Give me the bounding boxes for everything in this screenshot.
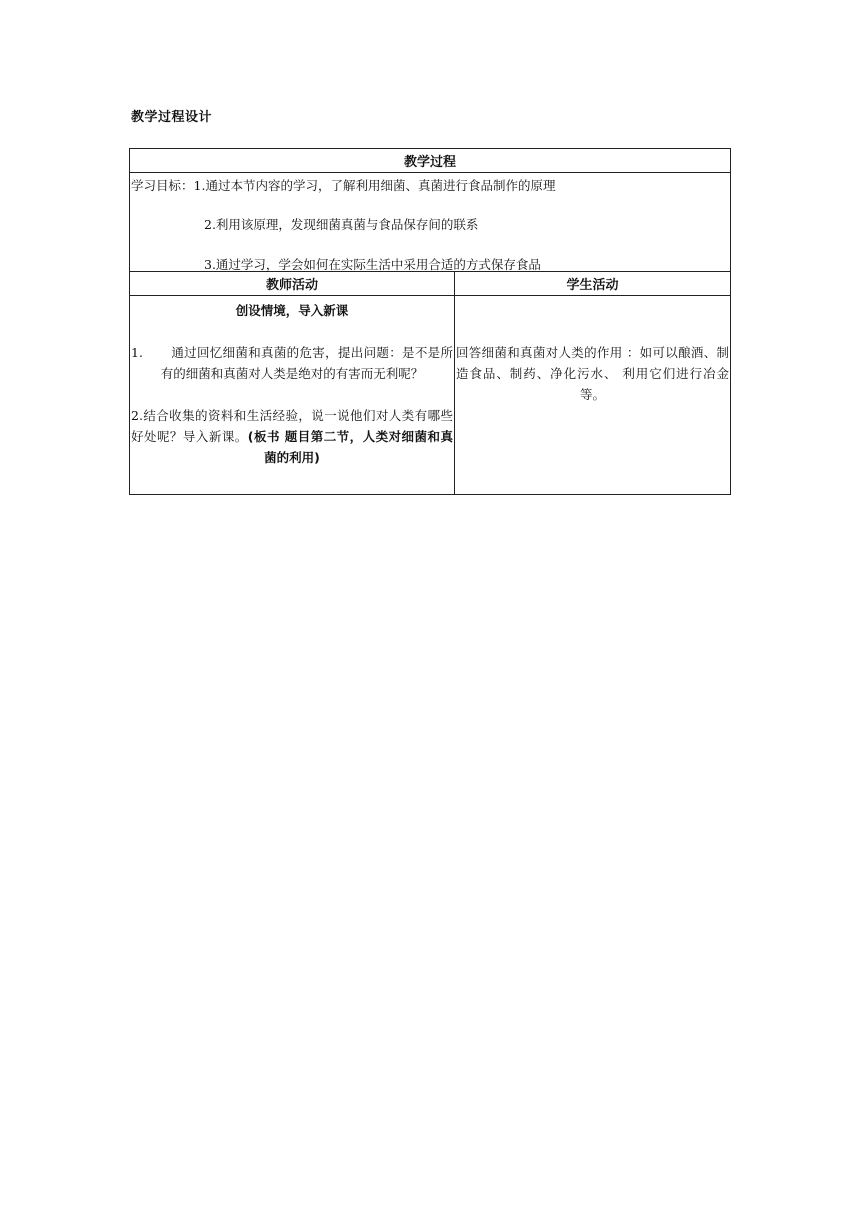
goal-3: 3.通过学习，学会如何在实际生活中采用合适的方式保存食品 [204,257,541,272]
activity-row [130,296,731,495]
learning-goals-cell [130,173,731,272]
column-header-row [130,272,731,296]
goals-row [130,173,731,272]
item-2-board-note: (板书 题目第二节，人类对细菌和真菌的利用) [247,429,453,465]
table-title-row [130,149,731,173]
teacher-subheading: 创设情境，导入新课 [235,303,349,318]
goal-2: 2.利用该原理，发现细菌真菌与食品保存间的联系 [204,217,479,232]
teacher-activity-header: 教师活动 [130,272,455,296]
document-heading: 教学过程设计 [131,110,213,125]
teacher-item-2 [130,405,454,468]
goal-1: 1.通过本节内容的学习，了解利用细菌、真菌进行食品制作的原理 [193,178,556,193]
teacher-activity-cell [130,296,455,495]
goals-label: 学习目标： [131,178,194,193]
item-1-number: 1. [131,345,143,360]
lesson-process-table [129,148,731,495]
goal-line-1 [131,176,555,194]
teacher-item-1 [130,342,454,384]
student-activity-header: 学生活动 [455,272,731,296]
student-activity-text: 回答细菌和真菌对人类的作用 ：如可以酿酒、制造食品、制药、净化污水、 利用它们进行冶金等。 [456,345,730,402]
student-activity-cell [455,296,731,495]
item-2-text: 2.结合收集的资料和生活经验，说一说他们对人类有哪些好处呢？导入新课。 [131,408,453,444]
table-title: 教学过程 [130,149,731,173]
item-1-text: 通过回忆细菌和真菌的危害，提出问题：是不是所有的细菌和真菌对人类是绝对的有害而无利呢？ [160,345,453,381]
